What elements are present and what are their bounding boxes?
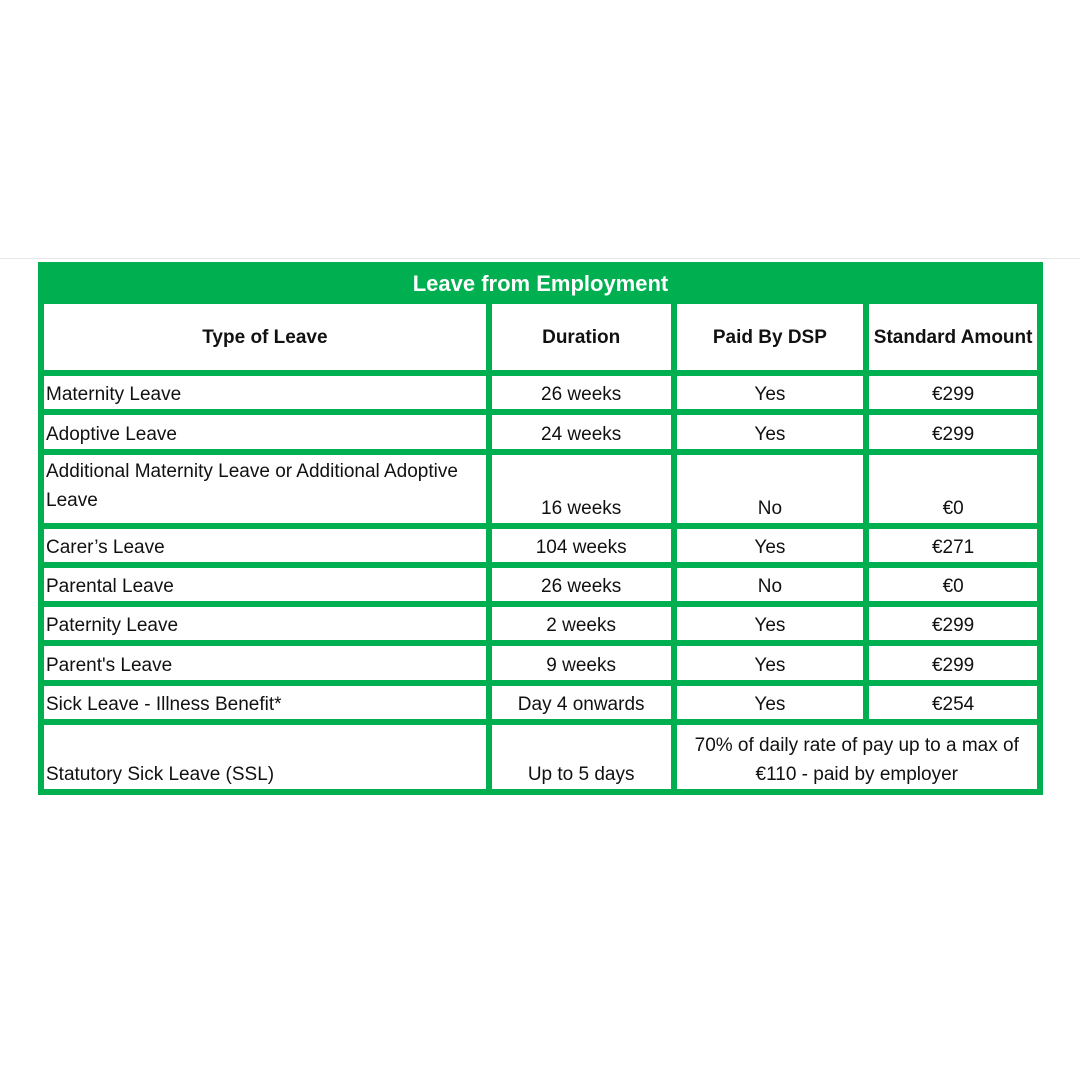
leave-type-cell: Paternity Leave bbox=[44, 607, 486, 640]
table-row bbox=[44, 568, 1037, 601]
leave-table bbox=[38, 262, 1043, 795]
duration-cell: 2 weeks bbox=[492, 607, 671, 640]
table-row bbox=[44, 529, 1037, 562]
duration-cell: Day 4 onwards bbox=[492, 686, 671, 719]
header-row bbox=[44, 304, 1037, 370]
standard-amount-cell: €299 bbox=[869, 607, 1037, 640]
duration-cell: 24 weeks bbox=[492, 415, 671, 448]
duration-cell: 9 weeks bbox=[492, 646, 671, 679]
duration-cell: 16 weeks bbox=[492, 455, 671, 523]
paid-by-dsp-cell: Yes bbox=[677, 376, 864, 409]
table-row bbox=[44, 725, 1037, 789]
table-row bbox=[44, 686, 1037, 719]
top-divider bbox=[0, 258, 1080, 259]
standard-amount-cell: €0 bbox=[869, 568, 1037, 601]
paid-amount-note-cell: 70% of daily rate of pay up to a max of €110 - paid by employer bbox=[677, 725, 1037, 789]
leave-type-cell: Parent's Leave bbox=[44, 646, 486, 679]
table-row bbox=[44, 646, 1037, 679]
leave-type-cell: Additional Maternity Leave or Additional Adoptive Leave bbox=[44, 455, 486, 523]
header-paid-by-dsp: Paid By DSP bbox=[677, 304, 864, 370]
header-duration: Duration bbox=[492, 304, 671, 370]
leave-type-cell: Statutory Sick Leave (SSL) bbox=[44, 725, 486, 789]
duration-cell: 26 weeks bbox=[492, 568, 671, 601]
standard-amount-cell: €0 bbox=[869, 455, 1037, 523]
leave-type-cell: Parental Leave bbox=[44, 568, 486, 601]
leave-type-cell: Carer’s Leave bbox=[44, 529, 486, 562]
title-row bbox=[44, 268, 1037, 298]
paid-by-dsp-cell: Yes bbox=[677, 607, 864, 640]
duration-cell: Up to 5 days bbox=[492, 725, 671, 789]
leave-type-cell: Sick Leave - Illness Benefit* bbox=[44, 686, 486, 719]
table-row bbox=[44, 415, 1037, 448]
paid-by-dsp-cell: Yes bbox=[677, 415, 864, 448]
standard-amount-cell: €299 bbox=[869, 646, 1037, 679]
standard-amount-cell: €299 bbox=[869, 415, 1037, 448]
leave-type-cell: Maternity Leave bbox=[44, 376, 486, 409]
table-title: Leave from Employment bbox=[44, 268, 1037, 298]
paid-by-dsp-cell: Yes bbox=[677, 529, 864, 562]
paid-by-dsp-cell: Yes bbox=[677, 686, 864, 719]
header-standard-amount: Standard Amount bbox=[869, 304, 1037, 370]
header-type-of-leave: Type of Leave bbox=[44, 304, 486, 370]
duration-cell: 26 weeks bbox=[492, 376, 671, 409]
leave-type-cell: Adoptive Leave bbox=[44, 415, 486, 448]
standard-amount-cell: €271 bbox=[869, 529, 1037, 562]
paid-by-dsp-cell: No bbox=[677, 455, 864, 523]
duration-cell: 104 weeks bbox=[492, 529, 671, 562]
table-row bbox=[44, 607, 1037, 640]
table-row bbox=[44, 376, 1037, 409]
standard-amount-cell: €299 bbox=[869, 376, 1037, 409]
paid-by-dsp-cell: No bbox=[677, 568, 864, 601]
paid-by-dsp-cell: Yes bbox=[677, 646, 864, 679]
table-row bbox=[44, 455, 1037, 523]
standard-amount-cell: €254 bbox=[869, 686, 1037, 719]
